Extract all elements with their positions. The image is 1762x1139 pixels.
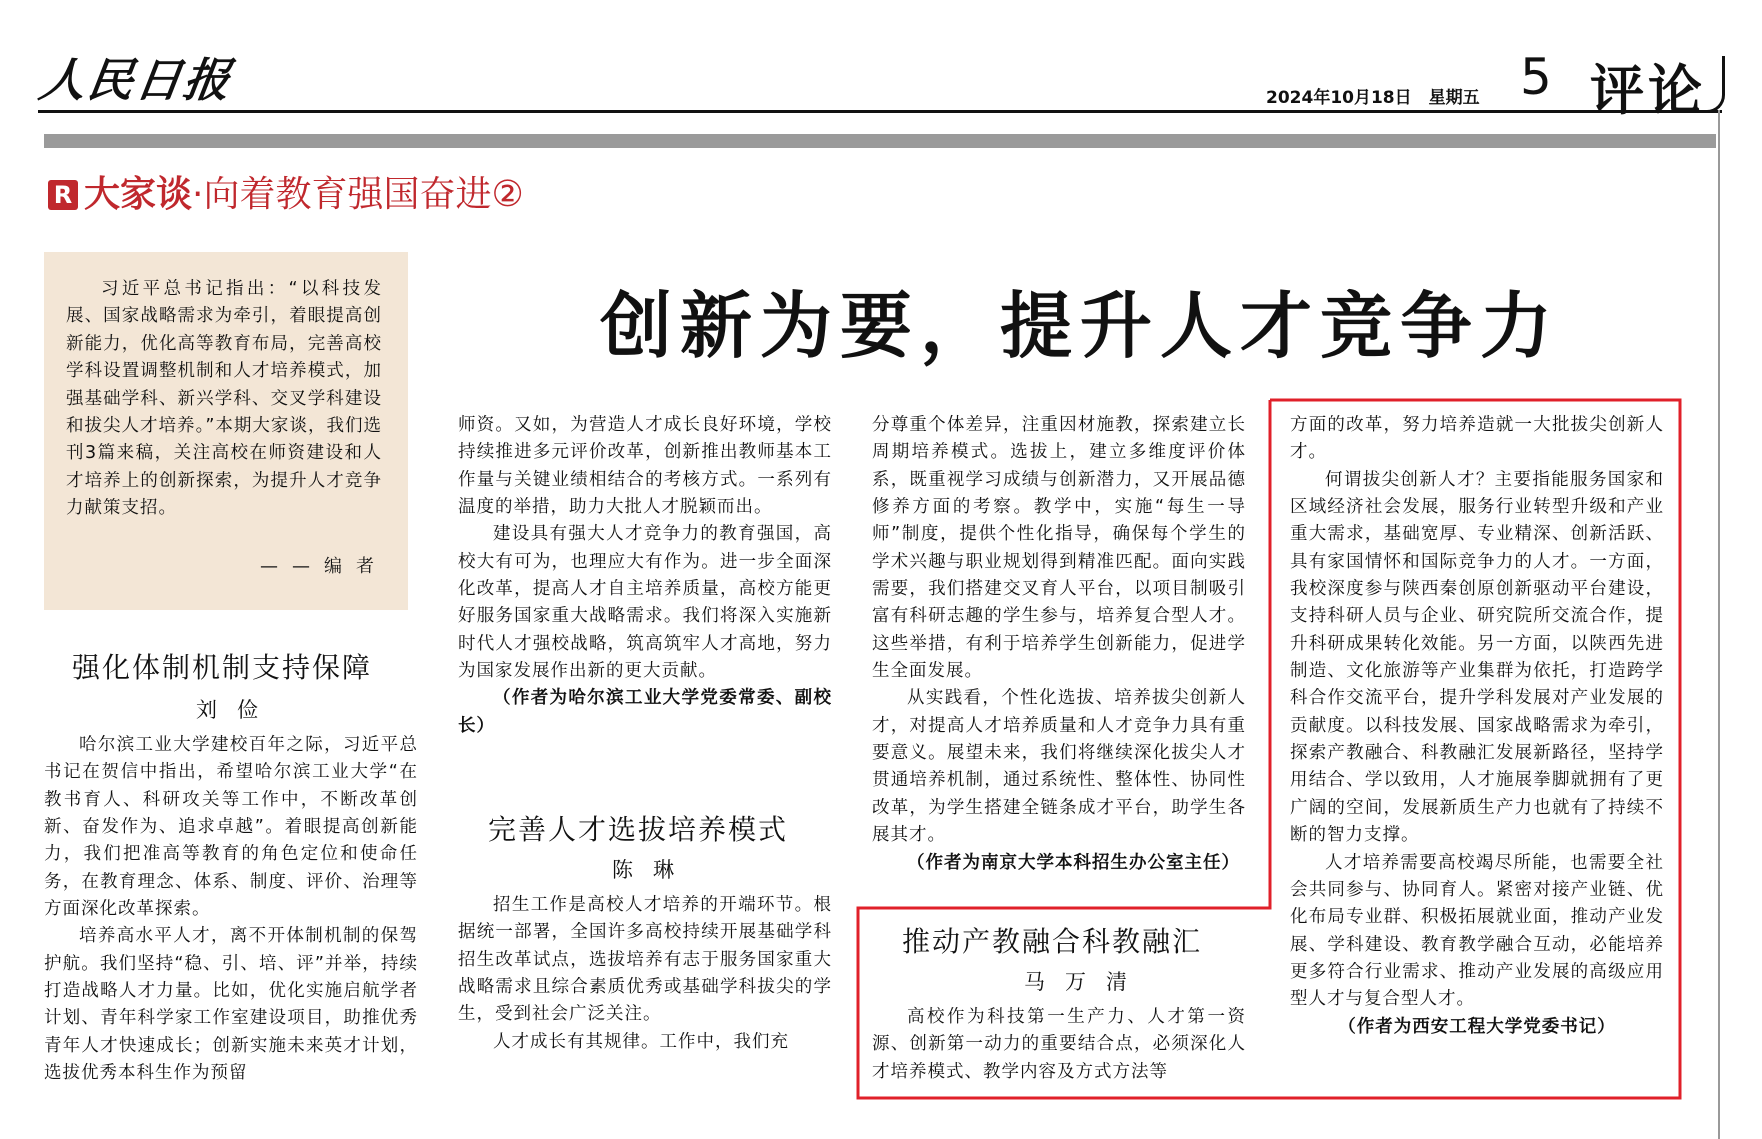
article3-title: 推动产教融合科教融汇 <box>902 925 1203 958</box>
article1-paragraph: 哈尔滨工业大学建校百年之际，习近平总书记在贺信中指出，希望哈尔滨工业大学“在教书育人、科研攻关等工作中，不断改革创新、奋发作为、追求卓越”。着眼提高创新能力，我们把准高等教育的角色定位和使命任务，在教育理念、体系、制度、评价、治理等方面深化改革探索。 <box>44 735 418 920</box>
series-title: ·向着教育强国奋进② <box>192 174 524 215</box>
article2-paragraph: 从实践看，个性化选拔、培养拔尖创新人才，对提高人才培养质量和人才竞争力具有重要意义。展望未来，我们将继续深化拔尖人才贯通培养机制，通过系统性、整体性、协同性改革，为学生搭建全链条成才平台，助学生各展其才。 <box>872 688 1246 846</box>
article1-byline: （作者为哈尔滨工业大学党委常委、副校长） <box>458 688 832 736</box>
article1-paragraph: 建设具有强大人才竞争力的教育强国，高校大有可为，也理应大有作为。进一步全面深化改革，提高人才自主培养质量，高校方能更好服务国家重大战略需求。我们将深入实施新时代人才强校战略，筑高筑牢人才高地，努力为国家发展作出新的更大贡献。 <box>458 524 832 682</box>
article3-col2 <box>1290 412 1664 1041</box>
r-logo-icon: R <box>48 180 78 210</box>
issue-date: 2024年10月18日 星期五 <box>1266 88 1480 108</box>
page-number: 5 <box>1520 48 1552 106</box>
article3-paragraph: 人才培养需要高校竭尽所能，也需要全社会共同参与、协同育人。紧密对接产业链、优化布局专业群、积极拓展就业面，推动产业发展、学科建设、教育教学融合互动，必能培养更多符合行业需求、推动产业发展的高级应用型人才与复合型人才。 <box>1290 852 1664 1010</box>
article1-paragraph: 师资。又如，为营造人才成长良好环境，学校持续推进多元评价改革，创新推出教师基本工作量与关键业绩相结合的考核方式。一系列有温度的举措，助力大批人才脱颖而出。 <box>458 415 832 518</box>
series-name: 大家谈 <box>84 174 193 215</box>
article2-paragraph: 人才成长有其规律。工作中，我们充 <box>493 1031 789 1052</box>
article3-paragraph: 方面的改革，努力培养造就一大批拔尖创新人才。 <box>1290 415 1664 463</box>
article2-paragraph: 招生工作是高校人才培养的开端环节。根据统一部署，全国许多高校持续开展基础学科招生改革试点，选拔培养有志于服务国家重大战略需求且综合素质优秀或基础学科拔尖的学生，受到社会广泛关注。 <box>458 895 832 1025</box>
article2-author: 陈琳 <box>612 858 694 882</box>
section-name: 评论 <box>1590 59 1706 122</box>
article1-paragraph: 培养高水平人才，离不开体制机制的保驾护航。我们坚持“稳、引、培、评”并举，持续打造战略人才力量。比如，优化实施启航学者计划、青年科学家工作室建设项目，助推优秀青年人才快速成长；创新实施未来英才计划，选拔优秀本科生作为预留 <box>44 926 418 1084</box>
article3-paragraph: 何谓拔尖创新人才？主要指能服务国家和区域经济社会发展，服务行业转型升级和产业重大需求，基础宽厚、专业精深、创新活跃、具有家国情怀和国际竞争力的人才。一方面，我校深度参与陕西秦创原创新驱动平台建设，支持科研人员与企业、研究院所交流合作，提升科研成果转化效能。另一方面，以陕西先进制造、文化旅游等产业集群为依托，打造跨学科合作交流平台，提升学科发展对产业发展的贡献度。以科技发展、国家战略需求为牵引，探索产教融合、科教融汇发展新路径，坚持学用结合、学以致用，人才施展拳脚就拥有了更广阔的空间，发展新质生产力也就有了持续不断的智力支撑。 <box>1290 469 1664 846</box>
article2-paragraph: 分尊重个体差异，注重因材施教，探索建立长周期培养模式。选拔上，建立多维度评价体系，既重视学习成绩与创新潜力，又开展品德修养方面的考察。教学中，实施“每生一导师”制度，提供个性化指导，确保每个学生的学术兴趣与职业规划得到精准匹配。面向实践需要，我们搭建交叉育人平台，以项目制吸引富有科研志趣的学生参与，培养复合型人才。这些举措，有利于培养学生创新能力，促进学生全面发展。 <box>872 415 1246 682</box>
page-headline: 创新为要，提升人才竞争力 <box>600 284 1561 368</box>
article2-byline: （作者为南京大学本科招生办公室主任） <box>907 852 1240 873</box>
article2-title: 完善人才选拔培养模式 <box>488 813 789 846</box>
editor-note-signature: ——编者 <box>260 556 388 577</box>
editor-note-text: 习近平总书记指出：“以科技发展、国家战略需求为牵引，着眼提高创新能力，优化高等教育布局，完善高校学科设置调整机制和人才培养模式，加强基础学科、新兴学科、交叉学科建设和拔尖人才培养。”本期大家谈，我们选刊3篇来稿，关注高校在师资建设和人才培养上的创新探索，为提升人才竞争力献策支招。 <box>66 279 382 519</box>
article3-author: 马万清 <box>1024 970 1147 994</box>
newspaper-logo: 人民日报 <box>35 53 236 107</box>
article1-title: 强化体制机制支持保障 <box>72 651 373 684</box>
article3-byline: （作者为西安工程大学党委书记） <box>1338 1016 1616 1037</box>
article3-paragraph: 高校作为科技第一生产力、人才第一资源、创新第一动力的重要结合点，必须深化人才培养模式、教学内容及方式方法等 <box>872 1007 1246 1082</box>
article3-col1 <box>872 1004 1246 1086</box>
article1-author: 刘俭 <box>196 698 278 722</box>
